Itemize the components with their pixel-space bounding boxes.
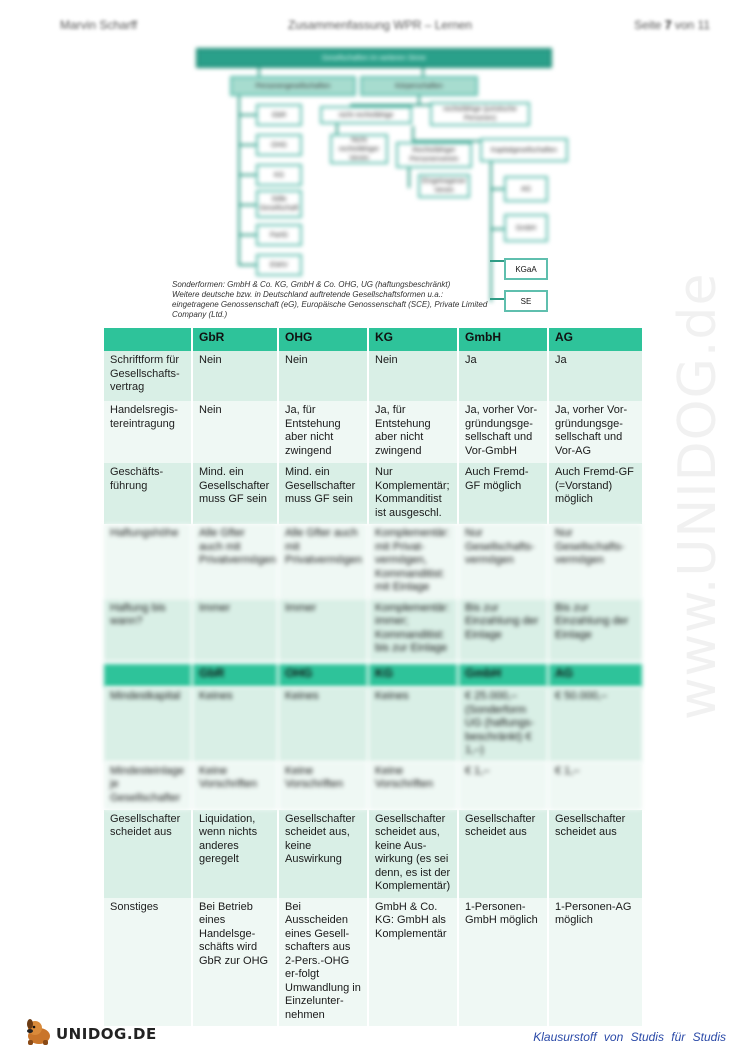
col-header-kg: KG: [368, 664, 458, 687]
table-row: Schriftform für Gesellschafts-vertrag Nein Nein Nein Ja Ja: [104, 351, 643, 401]
org-kg: KG: [256, 164, 302, 186]
org-ohg: OHG: [256, 134, 302, 156]
col-header-kg: KG: [368, 328, 458, 351]
document-title: Zusammenfassung WPR – Lernen: [288, 18, 473, 32]
org-rechtsfaehige: rechtsfähige (juristische Personen): [430, 102, 530, 126]
col-header-ag: AG: [548, 664, 643, 687]
table-row: Haftungshöhe Alle Gfter auch mit Privatvermögen Alle Gfter auch mit Privatvermögen Komplementär: mit Privat-vermögen, Kommanditist: mit Einlage Nur Gesellschafts-vermögen Nur Gesellschafts-vermögen: [104, 524, 643, 599]
table-row: Geschäfts-führung Mind. ein Gesellschafter muss GF sein Mind. ein Gesellschafter muss GF sein Nur Komplementär; Kommanditist ist ausgeschl. Auch Fremd-GF möglich Auch Fremd-GF (=Vorstand) möglich: [104, 463, 643, 524]
org-chart: [160, 44, 580, 320]
org-ewiv: EWIV: [256, 254, 302, 276]
org-chart-note: Sonderformen: GmbH & Co. KG, GmbH & Co. OHG, UG (haftungsbeschränkt) Weitere deutsche bzw. in Deutschland auftretende Gesellschaftsformen u.a.: eingetragene Genossenschaft (eG), Europäische Genossenschaft (SCE), Private Limited Company (Ltd.): [172, 280, 488, 319]
org-ag: AG: [504, 176, 548, 202]
col-header-gmbh: GmbH: [458, 328, 548, 351]
org-eingetragener-verein: Eingetragener Verein: [418, 174, 470, 198]
org-partg: PartG: [256, 224, 302, 246]
org-gmbh: GmbH: [504, 214, 548, 242]
col-header-gmbh: GmbH: [458, 664, 548, 687]
page-header: [60, 16, 710, 38]
org-nicht-rechtsfaehiger-verein: Nicht rechtsfähiger Verein: [330, 134, 388, 164]
org-se: SE: [504, 290, 548, 312]
comparison-table-2: [104, 664, 644, 1026]
author-name: Marvin Scharff: [60, 18, 138, 32]
logo-text: UNIDOG.DE: [56, 1025, 157, 1043]
org-nicht-rechtsfaehige: nicht rechtsfähige: [320, 106, 412, 124]
col-header-gbr: GbR: [192, 328, 278, 351]
col-header-ohg: OHG: [278, 664, 368, 687]
col-header-gbr: GbR: [192, 664, 278, 687]
org-root: Gesellschaften im weiteren Sinne: [196, 48, 552, 68]
dog-mascot-icon: [24, 1018, 54, 1046]
table-header-row: [104, 328, 643, 351]
col-header-ag: AG: [548, 328, 643, 351]
table-row: Gesellschafter scheidet aus Liquidation, wenn nichts anderes geregelt Gesellschafter scheidet aus, keine Auswirkung Gesellschafter scheidet aus, keine Aus-wirkung (es sei denn, es ist der Komplementär) Gesellschafter scheidet aus Gesellschafter scheidet aus: [104, 810, 643, 898]
org-rechtsfaehiger-personenverein: Rechtsfähiger Personenverein: [396, 142, 472, 168]
org-stille-gesellschaft: Stille Gesellschaft: [256, 190, 302, 218]
org-koerperschaften: Körperschaften: [360, 76, 478, 96]
org-personengesellschaften: Personengesellschaften: [230, 76, 356, 96]
org-kapitalgesellschaften: Kapitalgesellschaften: [480, 138, 568, 162]
footer-tagline: Klausurstoff von Studis für Studis: [533, 1030, 726, 1044]
watermark: www.UNIDOG.de: [668, 272, 728, 720]
table-row: Sonstiges Bei Betrieb eines Handelsge-schäfts wird GbR zur OHG Bei Ausscheiden eines Gesell-schafters aus 2-Pers.-OHG er-folgt Umwandlung in Einzelunter-nehmen GmbH & Co. KG: GmbH als Komplementär 1-Personen-GmbH möglich 1-Personen-AG möglich: [104, 898, 643, 1027]
unidog-logo[interactable]: [24, 1018, 164, 1048]
org-kgaa: KGaA: [504, 258, 548, 280]
org-gbr: GbR: [256, 104, 302, 126]
table-row: Mindestkapital Keines Keines Keines € 25.000,– (Sonderform UG (haftungs-beschränkt) € 1,–) € 50.000,–: [104, 687, 643, 762]
page-number: Seite 7 von 11: [634, 18, 710, 32]
comparison-table-1: [104, 328, 644, 661]
col-header-ohg: OHG: [278, 328, 368, 351]
table-header-row: [104, 664, 643, 687]
table-row: Handelsregis-tereintragung Nein Ja, für Entstehung aber nicht zwingend Ja, für Entstehung aber nicht zwingend Ja, vorher Vor-gründungsge-sellschaft und Vor-GmbH Ja, vorher Vor-gründungsge-sellschaft und Vor-AG: [104, 401, 643, 463]
table-row: Haftung bis wann? Immer Immer Komplementär: immer; Kommanditist: bis zur Einlage Bis zur Einzahlung der Einlage Bis zur Einzahlung der Einlage: [104, 599, 643, 661]
table-row: Mindesteinlage je Gesellschafter Keine Vorschriften Keine Vorschriften Keine Vorschriften € 1,– € 1,–: [104, 762, 643, 810]
